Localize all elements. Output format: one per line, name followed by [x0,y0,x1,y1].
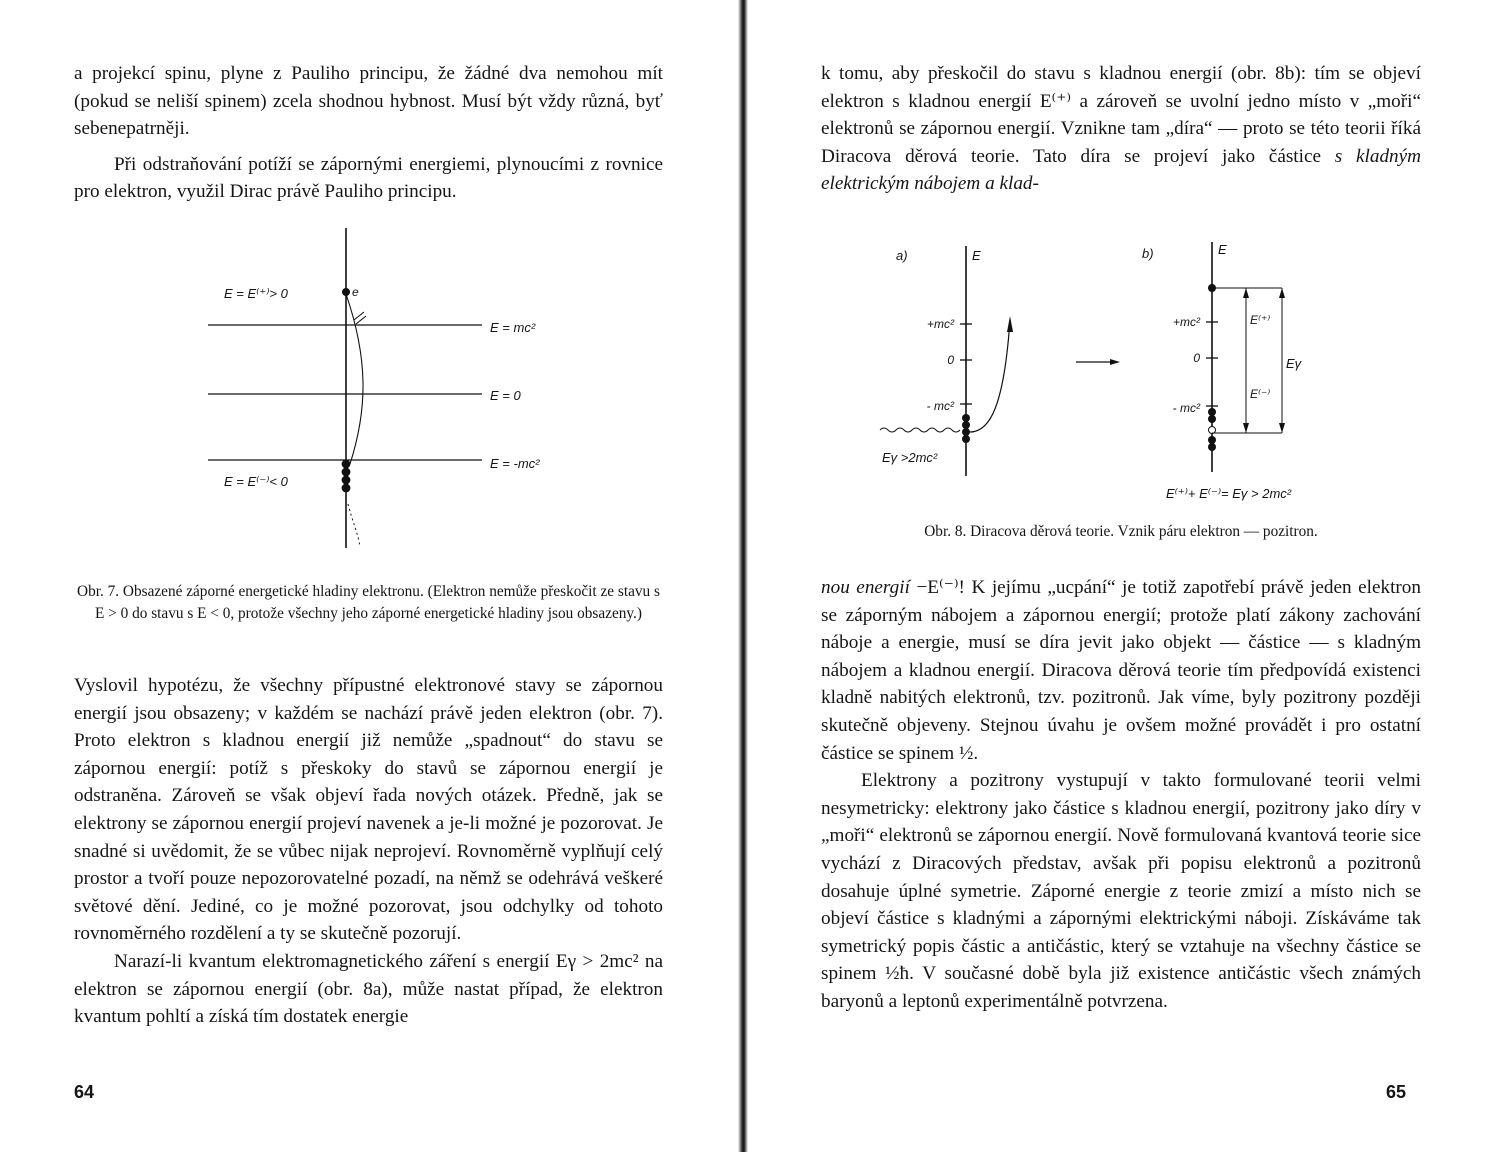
left-paragraph-3: Vyslovil hypotézu, že všechny přípustné elektronové stavy se zápornou energií jsou obsazeny; v každém se nachází právě jeden elektron (obr. 7). Proto elektron s kladnou energií již nemůže „spadnout“ do stavu se zápornou energií: potíž s přeskoky do stavů se zápornou energií je odstraněna. Zároveň se však objeví řada nových otázek. Předně, jak se elektrony se zápornou energií projeví navenek a je-li možné je pozorovat. Je snadné si uvědomit, že se vůbec nijak neprojeví. Rovnoměrně vyplňují celý prostor a tvoří pouze nepozorovatelné pozadí, na němž se odehrává veškeré světové dění. Jediné, co je možné pozorovat, jsou odchylky od tohoto rovnoměrného rozdělení a ty se skutečně pozorují. [74,675,663,945]
fig8-panel-b-label: b) [1142,246,1154,261]
fig8b-tick-mc2: +mc² [1173,315,1200,329]
fig8b-tick-zero: 0 [1193,351,1200,365]
fig8a-arrowhead [1007,316,1013,332]
figure-8-caption: Obr. 8. Diracova děrová teorie. Vznik páru elektron — pozitron. [924,523,1318,540]
right-paragraph-2 [821,574,1421,767]
fig8b-label-e-plus: E⁽⁺⁾ [1250,313,1271,327]
figure-7-caption: Obr. 7. Obsazené záporné energetické hladiny elektronu. (Elektron nemůže přeskočit ze stavu s E > 0 do stavu s E < 0, protože všechny jeho záporné energetické hladiny jsou obsazeny.) [77,583,660,622]
right-paragraph-1 [821,60,1421,198]
fig7-level-bottom-label: E = -mc² [490,456,540,471]
fig8b-label-e-gamma: Eγ [1286,356,1302,371]
fig8b-filled-state-dot [1208,443,1216,451]
fig8b-label-e-minus: E⁽⁻⁾ [1250,387,1271,401]
fig7-electron-dot [342,288,350,296]
fig8a-photon-label: Eγ >2mc² [882,450,938,465]
fig8a-filled-state-dot [962,421,970,429]
fig7-label-negative: E = E⁽⁻⁾< 0 [224,474,288,489]
fig8b-tick-minus-mc2: - mc² [1172,401,1200,415]
fig8a-filled-state-dot [962,414,970,422]
left-paragraph-1: a projekcí spinu, plyne z Pauliho principu, že žádné dva nemohou mít (pokud se neliší spinem) zcela shodnou hybnost. Musí být vždy různá, byť sebenepatrněji. [74,63,663,140]
fig8b-filled-state-dot [1208,436,1216,444]
right-bottom-text [821,574,1421,1016]
left-page [0,0,740,1152]
fig7-level-zero-label: E = 0 [490,388,521,403]
right-page-number: 65 [1385,1082,1406,1102]
right-paragraph-3: Elektrony a pozitrony vystupují v takto formulované teorii velmi nesymetricky: elektrony jako částice s kladnou energií, pozitrony jako díry v „moři“ elektronů se zápornou energií. Nově formulovaná kvantová teorie sice vychází z Diracových představ, avšak při popisu elektronů a pozitronů dosahuje úplné symetrie. Záporné energie z teorie zmizí a místo nich se objeví částice s kladnými a zápornými elektrickými náboji. Získáváme tak symetrický popis částic a antičástic, který se vztahuje na všechny částice se spinem ½ħ. V současné době byla již existence antičástic všech známých baryonů a leptonů experimentálně potvrzena. [821,770,1421,1012]
fig8a-filled-state-dot [962,435,970,443]
fig8a-tick-mc2: +mc² [927,317,954,331]
fig7-level-top-label: E = mc² [490,320,536,335]
right-paragraph-2-italic: nou energií [821,577,910,598]
left-page-number: 64 [74,1082,95,1102]
left-paragraph-4: Narazí-li kvantum elektromagnetického záření s energií Eγ > 2mc² na elektron se zápornou energií (obr. 8a), může nastat případ, že elektron kvantum pohltí a získá tím dostatek energie [74,950,663,1028]
fig8a-photon-wave [880,428,960,432]
figure-8-diagram [870,236,1390,508]
right-paragraph-2-text: −E⁽⁻⁾! K jejímu „ucpání“ je totiž zapotřebí právě jeden elektron se záporným nábojem a zápornou energií; protože platí zákony zachování náboje a energie, musí se díra jevit jako objekt — částice — s kladným nábojem a kladnou energií. Diracova děrová teorie tím předpovídá existenci kladně nabitých elektronů, tzv. pozitronů. Jak víme, byly pozitrony později skutečně objeveny. Stejnou úvahu je ovšem možné provádět i pro ostatní částice se spinem ½. [821,577,1421,764]
fig8b-filled-state-dot [1208,415,1216,423]
left-top-text [74,60,663,206]
fig8a-filled-state-dot [962,428,970,436]
left-paragraph-2: Při odstraňování potíží se zápornými energiemi, plynoucími z rovnice pro elektron, využil Dirac právě Pauliho principu. [74,153,663,203]
fig8b-axis-label: E [1218,242,1227,257]
fig8b-equation: E⁽⁺⁾+ E⁽⁻⁾= Eγ > 2mc² [1166,486,1292,501]
fig7-filled-state-dot [342,484,351,493]
fig8b-filled-state-dot [1208,408,1216,416]
fig7-label-positive: E = E⁽⁺⁾> 0 [224,286,288,301]
right-top-text [821,60,1421,198]
right-page [752,0,1506,1152]
fig7-filled-state-dot [342,476,351,485]
fig7-filled-state-dot [342,460,351,469]
fig8a-excitation-curve [970,320,1010,432]
fig8a-tick-minus-mc2: - mc² [926,399,954,413]
fig8a-tick-zero: 0 [947,353,954,367]
right-paragraph-1-italic: s kladným elektrickým nábojem a klad- [821,145,1422,195]
fig7-dotted-continuation [348,504,360,546]
fig8-panel-a-label: a) [896,248,908,263]
fig7-electron-label: e [352,285,359,299]
figure-7-diagram [200,228,570,550]
fig8b-hole [1209,427,1216,434]
fig8a-axis-label: E [972,248,981,263]
fig7-filled-state-dot [342,468,351,477]
left-bottom-text [74,672,663,1031]
right-paragraph-1-text: k tomu, aby přeskočil do stavu s kladnou energií (obr. 8b): tím se objeví elektron s kladnou energií E⁽⁺⁾ a zároveň se uvolní jedno místo v „moři“ elektronů se zápornou energií. Vznikne tam „díra“ — proto se této teorii říká Diracova děrová teorie. Tato díra se projeví jako částice [821,63,1421,167]
